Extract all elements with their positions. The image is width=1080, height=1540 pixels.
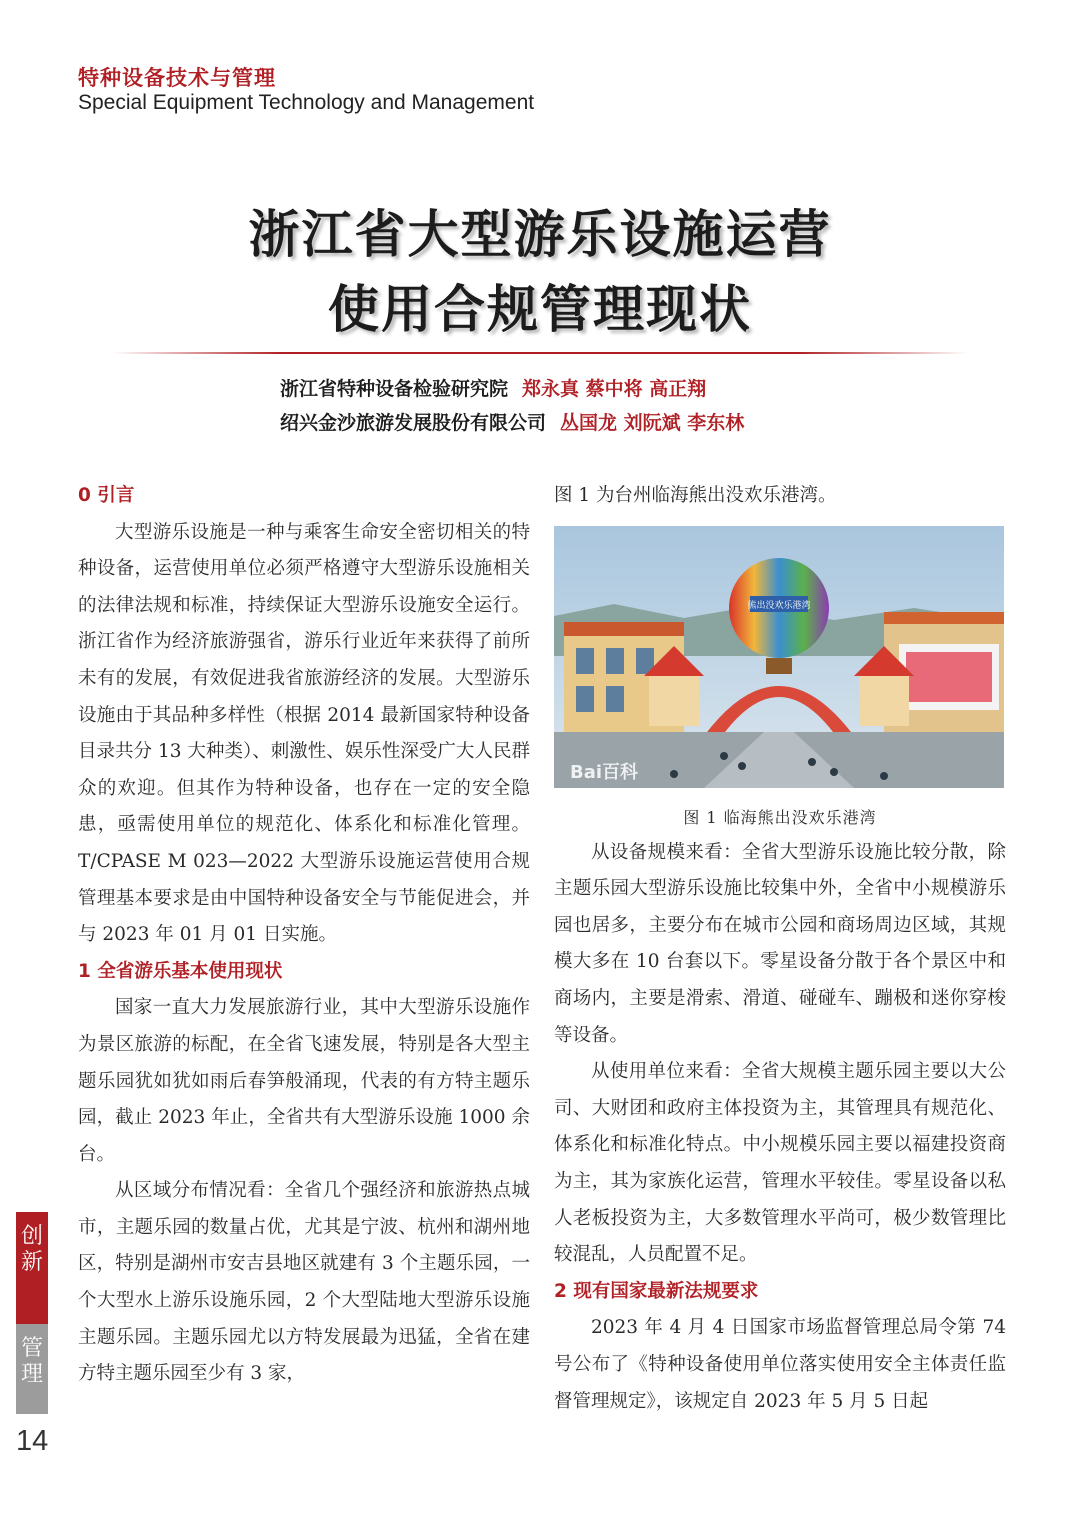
- section-2-paragraph-1: 2023 年 4 月 4 日国家市场监督管理总局令第 74 号公布了《特种设备使用单位落实使用安全主体责任监督管理规定》，该规定自 2023 年 5 月 5 日起: [554, 1317, 1006, 1412]
- figure-1-caption: 图 1 临海熊出没欢乐港湾: [683, 807, 877, 827]
- section-1-paragraph-4: 从使用单位来看：全省大规模主题乐园主要以大公司、大财团和政府主体投资为主，其管理具有规范化、体系化和标准化特点。中小规模乐园主要以福建投资商为主，其为家族化运营，管理水平较佳。零星设备以私人老板投资为主，大多数管理水平尚可，极少数管理比较混乱，人员配置不足。: [554, 1061, 1006, 1266]
- theme-park-illustration: [554, 526, 1004, 788]
- side-tab-innovation: 创 新: [16, 1212, 48, 1324]
- section-0-paragraph: 大型游乐设施是一种与乘客生命安全密切相关的特种设备，运营使用单位必须严格遵守大型游乐设施相关的法律法规和标准，持续保证大型游乐设施安全运行。浙江省作为经济旅游强省，游乐行业近年来获得了前所未有的发展，有效促进我省旅游经济的发展。大型游乐设施由于其品种多样性（根据 2014 最新国家特种设备目录共分 13 大种类）、刺激性、娱乐性深受广大人民群众的欢迎。但其作为特种设备，也存在一定的安全隐患，亟需使用单位的规范化、体系化和标准化管理。T/CPASE M 023—2022 大型游乐设施运营使用合规管理基本要求是由中国特种设备安全与节能促进会，并与 2023 年 01 月 01 日实施。: [78, 521, 530, 946]
- section-1-paragraph-3: 从设备规模来看：全省大型游乐设施比较分散，除主题乐园大型游乐设施比较集中外，全省中小规模游乐园也居多，主要分布在城市公园和商场周边区域，其规模大多在 10 台套以下。零星设备分散于各个景区中和商场内，主要是滑索、滑道、碰碰车、蹦极和迷你穿梭等设备。: [554, 841, 1006, 1046]
- affiliation-1: 浙江省特种设备检验研究院: [280, 378, 509, 400]
- authors-2: 丛国龙 刘阮斌 李东林: [560, 412, 745, 434]
- figure-sign-text: 熊出没欢乐港湾: [747, 600, 811, 611]
- figure-reference: 图 1 为台州临海熊出没欢乐港湾。: [554, 485, 837, 506]
- section-1-paragraph-2: 从区域分布情况看：全省几个强经济和旅游热点城市，主题乐园的数量占优，尤其是宁波、杭州和湖州地区，特别是湖州市安吉县地区就建有 3 个主题乐园，一个大型水上游乐设施乐园，2 个大型陆地大型游乐设施主题乐园。主题乐园尤以方特发展最为迅猛，全省在建方特主题乐园至少有 3 家，: [78, 1180, 530, 1385]
- affiliation-line-2: [280, 408, 744, 435]
- title-divider: [112, 352, 968, 354]
- journal-name-en: Special Equipment Technology and Management: [78, 91, 535, 114]
- figure-watermark-text: Bai百科: [570, 761, 639, 783]
- left-column: [78, 478, 530, 1393]
- affiliation-line-1: [280, 374, 706, 401]
- article-title-line-2: 使用合规管理现状: [327, 281, 752, 340]
- authors-1: 郑永真 蔡中将 高正翔: [522, 378, 707, 400]
- figure-1-photo: [554, 526, 1004, 788]
- section-1-paragraph-1: 国家一直大力发展旅游行业，其中大型游乐设施作为景区旅游的标配，在全省飞速发展，特别是各大型主题乐园犹如犹如雨后春笋般涌现，代表的有方特主题乐园，截止 2023 年止，全省共有大型游乐设施 1000 余台。: [78, 997, 530, 1165]
- article-title-line-1: 浙江省大型游乐设施运营: [248, 206, 832, 265]
- journal-name-cn: 特种设备技术与管理: [78, 66, 276, 90]
- affiliation-2: 绍兴金沙旅游发展股份有限公司: [280, 412, 547, 434]
- section-0-heading: 0 引言: [78, 485, 135, 506]
- side-tab-management: 管 理: [16, 1324, 48, 1414]
- section-1-heading: 1 全省游乐基本使用现状: [78, 960, 283, 982]
- section-2-heading: 2 现有国家最新法规要求: [554, 1280, 759, 1302]
- page-number: 14: [16, 1425, 49, 1457]
- right-column: [554, 478, 1006, 1420]
